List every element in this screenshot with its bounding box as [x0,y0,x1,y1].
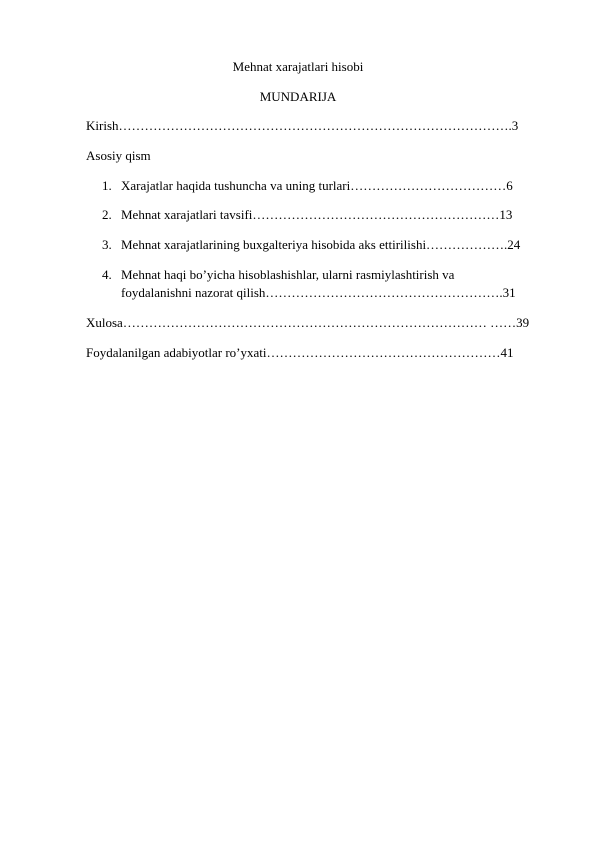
toc-entry-3 [102,237,520,253]
toc-entry-main-part: Asosiy qism [86,148,151,163]
toc-entry-1 [102,178,513,194]
toc-entry-number: 2. [102,207,112,222]
toc-entry-2 [102,207,512,223]
toc-heading: MUNDARIJA [259,89,337,104]
toc-entry-conclusion: Xulosa………………………………………………………………………… ……39 [86,315,530,330]
toc-entry-introduction: Kirish……………………………………………………………………………….3 [86,118,519,133]
toc-entry-4 [102,267,454,283]
toc-entry-bibliography: Foydalanilgan adabiyotlar ro’yxati………………………………………………41 [86,345,514,360]
document-title: Mehnat xarajatlari hisobi [232,59,364,74]
toc-entry-4-continuation: foydalanishni nazorat qilish……………………………………………….31 [121,285,516,300]
toc-entry-number: 4. [102,267,112,282]
toc-entry-text: Mehnat xarajatlarining buxgalteriya hisobida aks ettirilishi……………….24 [121,237,521,252]
toc-entry-number: 1. [102,178,112,193]
toc-entry-text: Mehnat xarajatlari tavsifi…………………………………………………13 [121,207,513,222]
toc-entry-text: Xarajatlar haqida tushuncha va uning turlari………………………………6 [121,178,513,193]
toc-entry-text: Mehnat haqi bo’yicha hisoblashishlar, ularni rasmiylashtirish va [121,267,455,282]
toc-entry-number: 3. [102,237,112,252]
